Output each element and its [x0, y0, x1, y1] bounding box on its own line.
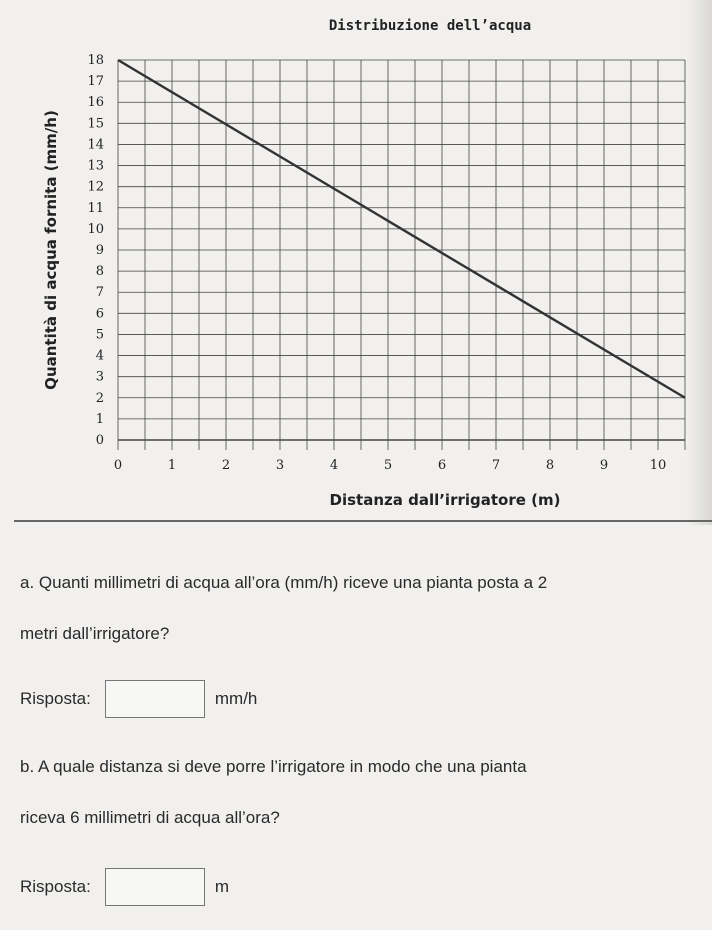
- y-tick-label: 9: [95, 243, 104, 258]
- y-tick-label: 4: [95, 348, 104, 364]
- x-tick-label: 3: [275, 458, 285, 473]
- answer-a-row: [20, 680, 257, 718]
- y-tick-label: 16: [87, 95, 104, 111]
- y-tick-label: 2: [95, 390, 104, 406]
- y-tick-label: 12: [87, 179, 104, 195]
- x-tick-label: 0: [113, 458, 123, 473]
- x-tick-label: 7: [491, 458, 501, 473]
- answer-b-row: [20, 868, 229, 906]
- y-tick-label: 18: [87, 53, 104, 68]
- answer-b-label: Risposta:: [20, 877, 91, 896]
- x-tick-label: 8: [545, 458, 555, 473]
- y-tick-label: 0: [95, 433, 104, 448]
- y-tick-label: 10: [87, 221, 104, 237]
- page-edge-shadow: [686, 0, 712, 525]
- x-tick-label: 5: [383, 458, 393, 473]
- y-tick-label: 8: [95, 264, 104, 280]
- answer-b-unit: m: [214, 877, 230, 896]
- y-axis-label: Quantità di acqua fornita (mm/h): [42, 110, 60, 390]
- question-b-line2: riceva 6 millimetri di acqua all’ora?: [20, 808, 280, 827]
- x-tick-label: 4: [329, 458, 339, 473]
- y-tick-label: 13: [87, 158, 104, 174]
- chart-grid: [118, 60, 685, 450]
- y-tick-label: 14: [87, 137, 104, 153]
- y-tick-label: 3: [95, 369, 104, 385]
- answer-a-unit: mm/h: [214, 689, 258, 708]
- y-tick-label: 5: [95, 327, 104, 343]
- question-a-line2: metri dall’irrigatore?: [20, 624, 170, 643]
- y-tick-label: 11: [87, 200, 104, 216]
- chart-title: Distribuzione dell’acqua: [328, 18, 532, 34]
- y-tick-label: 17: [87, 74, 104, 90]
- x-tick-label: 9: [599, 458, 609, 473]
- x-axis-label: Distanza dall’irrigatore (m): [329, 491, 561, 509]
- x-axis-ticks: [114, 458, 666, 473]
- x-tick-label: 6: [437, 458, 447, 473]
- answer-a-input[interactable]: [105, 680, 205, 718]
- question-a-line1: a. Quanti millimetri di acqua all’ora (mm/h) riceve una pianta posta a 2: [20, 573, 548, 592]
- y-axis-ticks: [87, 53, 104, 448]
- y-tick-label: 15: [87, 116, 104, 132]
- answer-a-label: Risposta:: [20, 689, 91, 708]
- divider: [14, 520, 712, 522]
- y-tick-label: 1: [95, 411, 104, 427]
- question-b-line1: b. A quale distanza si deve porre l’irrigatore in modo che una pianta: [20, 757, 527, 776]
- x-tick-label: 1: [167, 458, 177, 473]
- answer-b-input[interactable]: [105, 868, 205, 906]
- y-tick-label: 7: [95, 285, 104, 301]
- x-tick-label: 2: [221, 458, 231, 473]
- x-tick-label: 10: [649, 458, 667, 473]
- y-tick-label: 6: [95, 306, 104, 322]
